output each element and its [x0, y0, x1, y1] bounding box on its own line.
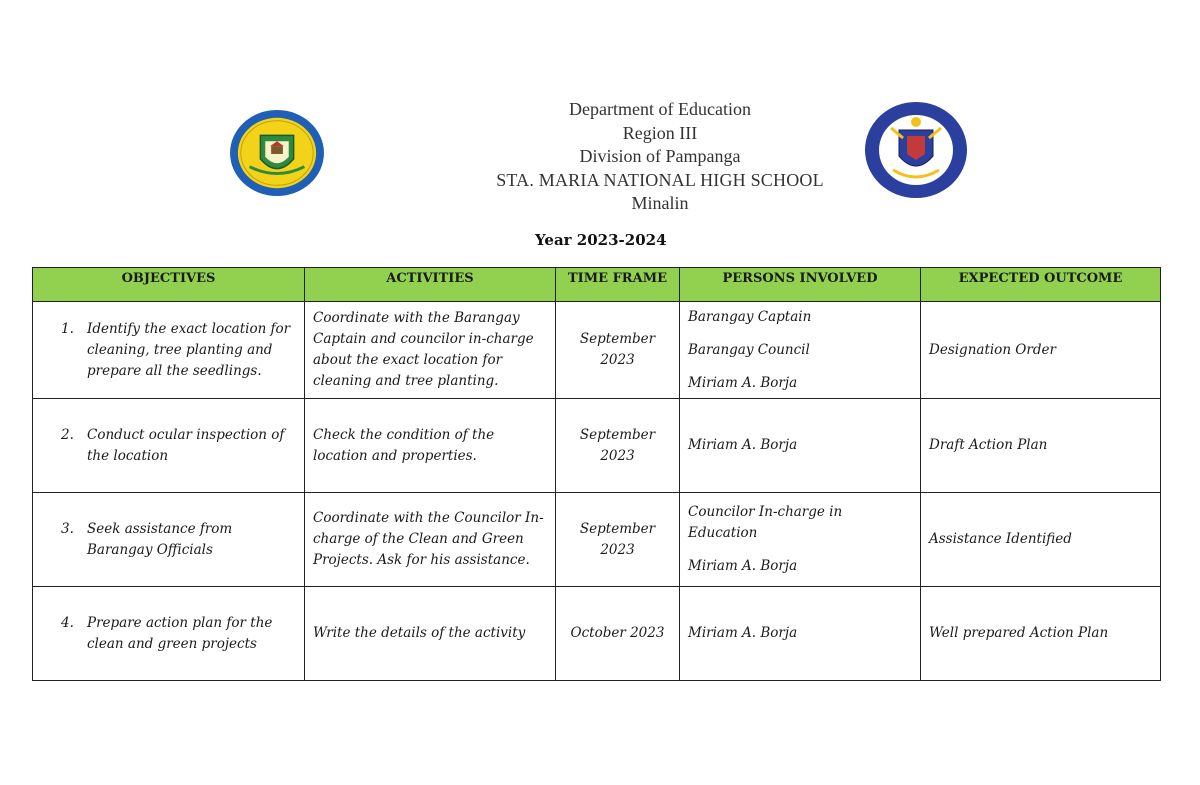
- objective-cell: [33, 399, 305, 493]
- table-row: [33, 399, 1161, 493]
- activity-cell: Coordinate with the Councilor In-charge of the Clean and Green Projects. Ask for his assistance.: [305, 493, 556, 587]
- column-header-time-frame: TIME FRAME: [556, 268, 680, 302]
- table-row: [33, 493, 1161, 587]
- person-name: Miriam A. Borja: [688, 374, 798, 391]
- outcome-cell: Assistance Identified: [921, 493, 1161, 587]
- time-frame-cell: October 2023: [556, 587, 680, 681]
- objective-cell: [33, 302, 305, 399]
- objective-cell: [33, 587, 305, 681]
- deped-seal-icon: [863, 100, 969, 200]
- table-row: [33, 302, 1161, 399]
- letterhead-school: STA. MARIA NATIONAL HIGH SCHOOL: [496, 169, 824, 190]
- person-name: Councilor In-charge in Education: [688, 504, 843, 541]
- outcome-cell: Well prepared Action Plan: [921, 587, 1161, 681]
- column-header-activities: ACTIVITIES: [305, 268, 556, 302]
- persons-cell: [680, 302, 921, 399]
- table-header-row: [33, 268, 1161, 302]
- column-header-objectives: OBJECTIVES: [33, 268, 305, 302]
- letterhead-department: Department of Education: [569, 99, 751, 119]
- letterhead-town: Minalin: [631, 193, 689, 213]
- persons-cell: [680, 399, 921, 493]
- school-year: Year 2023-2024: [535, 231, 667, 249]
- time-frame-cell: September 2023: [556, 399, 680, 493]
- objective-text: Identify the exact location for cleaning, tree planting and prepare all the seedlings.: [87, 320, 291, 379]
- objective-number: 3.: [61, 520, 74, 537]
- objective-number: 1.: [61, 320, 74, 337]
- objective-text: Seek assistance from Barangay Officials: [87, 520, 233, 558]
- outcome-cell: Designation Order: [921, 302, 1161, 399]
- table-row: [33, 587, 1161, 681]
- persons-cell: [680, 493, 921, 587]
- activity-cell: Check the condition of the location and properties.: [305, 399, 556, 493]
- action-plan-table: [32, 267, 1161, 681]
- person-name: Barangay Council: [688, 341, 810, 358]
- time-frame-cell: September 2023: [556, 302, 680, 399]
- person-name: Miriam A. Borja: [688, 558, 798, 574]
- objective-number: 2.: [61, 426, 74, 443]
- person-name: Barangay Captain: [688, 308, 812, 325]
- column-header-persons: PERSONS INVOLVED: [680, 268, 921, 302]
- letterhead-region: Region III: [622, 122, 698, 143]
- person-name: Miriam A. Borja: [688, 625, 798, 641]
- person-name: Miriam A. Borja: [688, 437, 798, 453]
- activity-cell: Coordinate with the Barangay Captain and councilor in-charge about the exact location for cleaning and tree planting.: [305, 302, 556, 399]
- letterhead-division: Division of Pampanga: [579, 146, 741, 166]
- column-header-outcome: EXPECTED OUTCOME: [921, 268, 1161, 302]
- outcome-cell: Draft Action Plan: [921, 399, 1161, 493]
- persons-cell: [680, 587, 921, 681]
- activity-cell: Write the details of the activity: [305, 587, 556, 681]
- objective-text: Conduct ocular inspection of the location: [87, 426, 285, 464]
- time-frame-cell: September 2023: [556, 493, 680, 587]
- objective-number: 4.: [61, 614, 74, 631]
- objective-text: Prepare action plan for the clean and green projects: [87, 614, 273, 652]
- letterhead: [440, 98, 880, 216]
- objective-cell: [33, 493, 305, 587]
- school-seal-icon: [228, 108, 326, 198]
